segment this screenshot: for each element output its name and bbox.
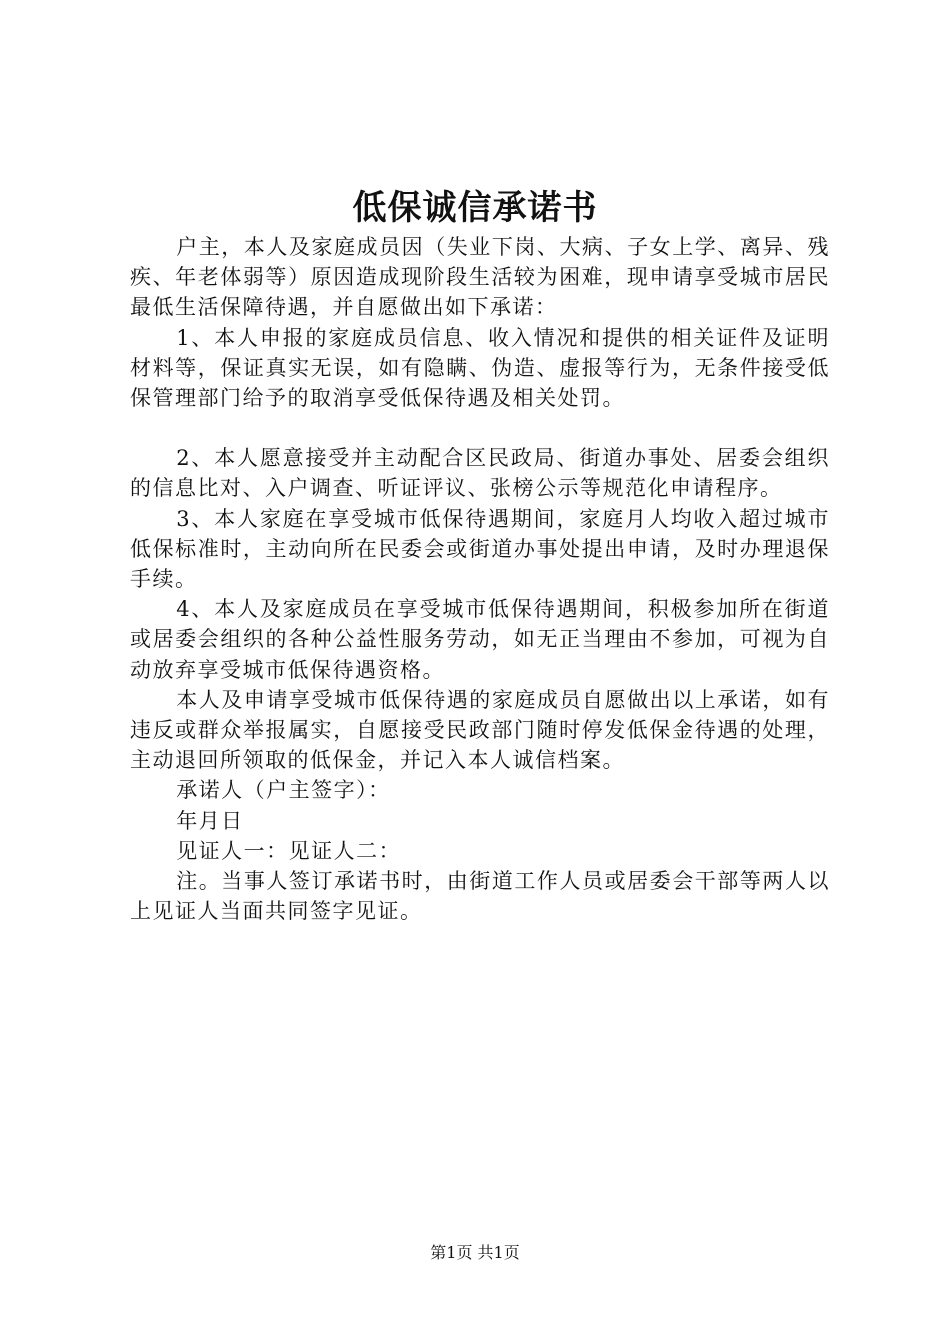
intro-paragraph: 户主，本人及家庭成员因（失业下岗、大病、子女上学、离异、残疾、年老体弱等）原因造成现阶段生活较为困难，现申请享受城市居民最低生活保障待遇，并自愿做出如下承诺： — [130, 235, 830, 320]
commitment-item-3: 3、本人家庭在享受城市低保待遇期间，家庭月人均收入超过城市低保标准时，主动向所在民委会或街道办事处提出申请，及时办理退保手续。 — [130, 506, 830, 592]
commitment-item-4: 4、本人及家庭成员在享受城市低保待遇期间，积极参加所在街道或居委会组织的各种公益性服务劳动，如无正当理由不参加，可视为自动放弃享受城市低保待遇资格。 — [130, 597, 830, 682]
paragraph-spacer — [130, 413, 830, 443]
declaration-paragraph: 本人及申请享受城市低保待遇的家庭成员自愿做出以上承诺，如有违反或群众举报属实，自愿接受民政部门随时停发低保金待遇的处理，主动退回所领取的低保金，并记入本人诚信档案。 — [130, 687, 830, 773]
date-line: 年月日 — [176, 808, 244, 833]
commitment-item-1: 1、本人申报的家庭成员信息、收入情况和提供的相关证件及证明材料等，保证真实无误，如有隐瞒、伪造、虚报等行为，无条件接受低保管理部门给予的取消享受低保待遇及相关处罚。 — [130, 325, 830, 411]
note-paragraph: 注。当事人签订承诺书时，由街道工作人员或居委会干部等两人以上见证人当面共同签字见证。 — [130, 869, 830, 924]
signatory-line: 承诺人（户主签字）： — [176, 778, 391, 803]
page-footer: 第1页 共1页 — [430, 1243, 520, 1262]
document-body — [130, 232, 830, 926]
commitment-item-2: 2、本人愿意接受并主动配合区民政局、街道办事处、居委会组织的信息比对、入户调查、听证评议、张榜公示等规范化申请程序。 — [130, 446, 830, 501]
document-title: 低保诚信承诺书 — [352, 188, 598, 228]
witness-line: 见证人一：见证人二： — [176, 838, 402, 863]
